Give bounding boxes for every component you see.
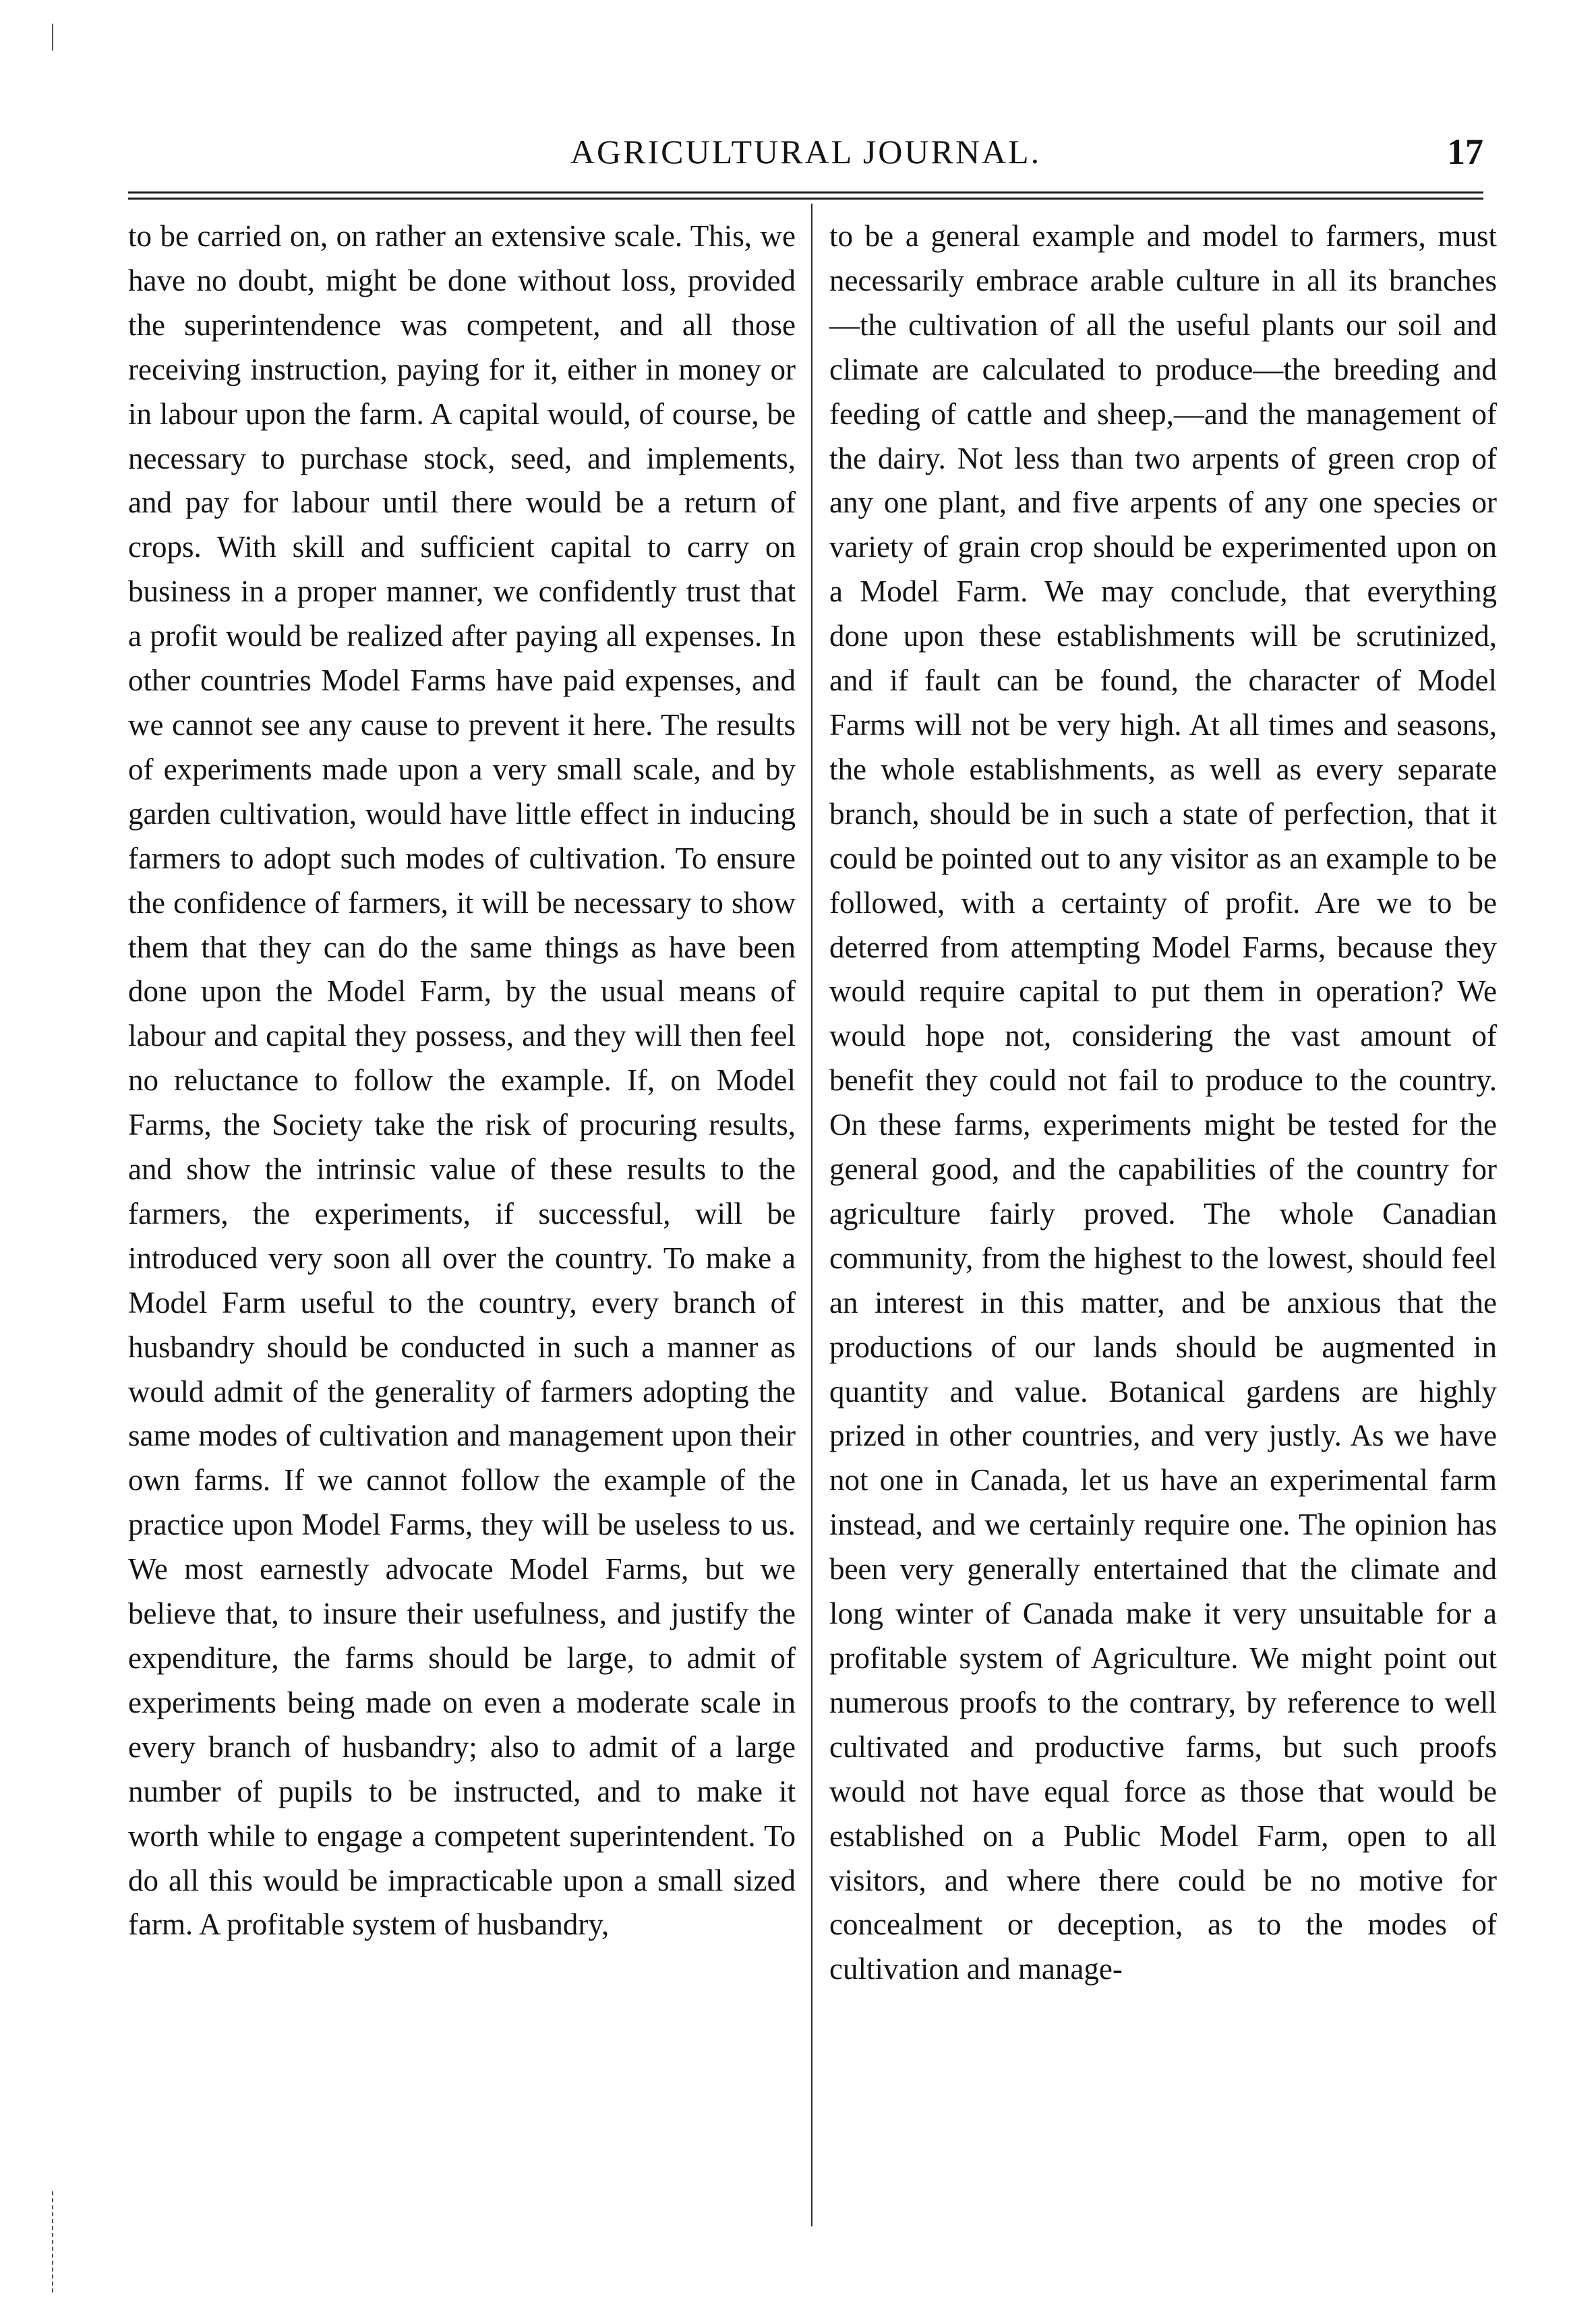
scan-margin-mark: [52, 24, 53, 51]
left-column-text: to be carried on, on rather an extensive scale. This, we have no doubt, might be done without loss, provided the superintendence was competent, and all those receiving instruction, paying for it, either in money or in labour upon the farm. A capital would, of course, be necessary to purchase stock, seed, and implements, and pay for labour until there would be a return of crops. With skill and sufficient capital to carry on business in a proper manner, we confidently trust that a profit would be realized after paying all expenses. In other countries Model Farms have paid expenses, and we cannot see any cause to prevent it here. The results of experiments made upon a very small scale, and by garden cultivation, would have little effect in inducing farmers to adopt such modes of cultivation. To ensure the confidence of farmers, it will be necessary to show them that they can do the same things as have been done upon the Model Farm, by the usual means of labour and capital they possess, and they will then feel no reluctance to follow the example. If, on Model Farms, the Society take the risk of procuring results, and show the intrinsic value of these results to the farmers, the experiments, if successful, will be introduced very soon all over the country. To make a Model Farm useful to the country, every branch of husbandry should be conducted in such a manner as would admit of the generality of farmers adopting the same modes of cultivation and management upon their own farms. If we cannot follow the example of the practice upon Model Farms, they will be useless to us. We most earnestly advocate Model Farms, but we believe that, to insure their usefulness, and justify the expenditure, the farms should be large, to admit of experiments being made on even a moderate scale in every branch of husbandry; also to admit of a large number of pupils to be instructed, and to make it worth while to engage a competent superintendent. To do all this would be impracticable upon a small sized farm. A profitable system of husbandry,: [128, 219, 796, 1942]
page-number: 17: [1447, 131, 1483, 172]
page-header: [128, 131, 1483, 179]
column-divider: [811, 204, 812, 2226]
scan-margin-mark-bottom: [52, 2191, 53, 2292]
right-column: [829, 214, 1497, 2230]
header-rule-lower: [128, 198, 1483, 200]
right-column-text: to be a general example and model to farmers, must necessarily embrace arable culture in all its branches—the cultivation of all the useful plants our soil and climate are calculated to produce—the breeding and feeding of cattle and sheep,—and the management of the dairy. Not less than two arpents of green crop of any one plant, and five arpents of any one species or variety of grain crop should be experimented upon on a Model Farm. We may conclude, that everything done upon these establishments will be scrutinized, and if fault can be found, the character of Model Farms will not be very high. At all times and seasons, the whole establishments, as well as every separate branch, should be in such a state of perfection, that it could be pointed out to any visitor as an example to be followed, with a certainty of profit. Are we to be deterred from attempting Model Farms, because they would require capital to put them in operation? We would hope not, considering the vast amount of benefit they could not fail to produce to the country. On these farms, experiments might be tested for the general good, and the capabilities of the country for agriculture fairly proved. The whole Canadian community, from the highest to the lowest, should feel an interest in this matter, and be anxious that the productions of our lands should be augmented in quantity and value. Botanical gardens are highly prized in other countries, and very justly. As we have not one in Canada, let us have an experimental farm instead, and we certainly require one. The opinion has been very generally entertained that the climate and long winter of Canada make it very unsuitable for a profitable system of Agriculture. We might point out numerous proofs to the contrary, by reference to well cultivated and productive farms, but such proofs would not have equal force as those that would be established on a Public Model Farm, open to all visitors, and where there could be no motive for concealment or deception, as to the modes of cultivation and manage-: [829, 219, 1497, 1986]
running-title: AGRICULTURAL JOURNAL.: [570, 133, 1042, 171]
header-rule-upper: [128, 191, 1483, 194]
left-column: [128, 214, 796, 2230]
